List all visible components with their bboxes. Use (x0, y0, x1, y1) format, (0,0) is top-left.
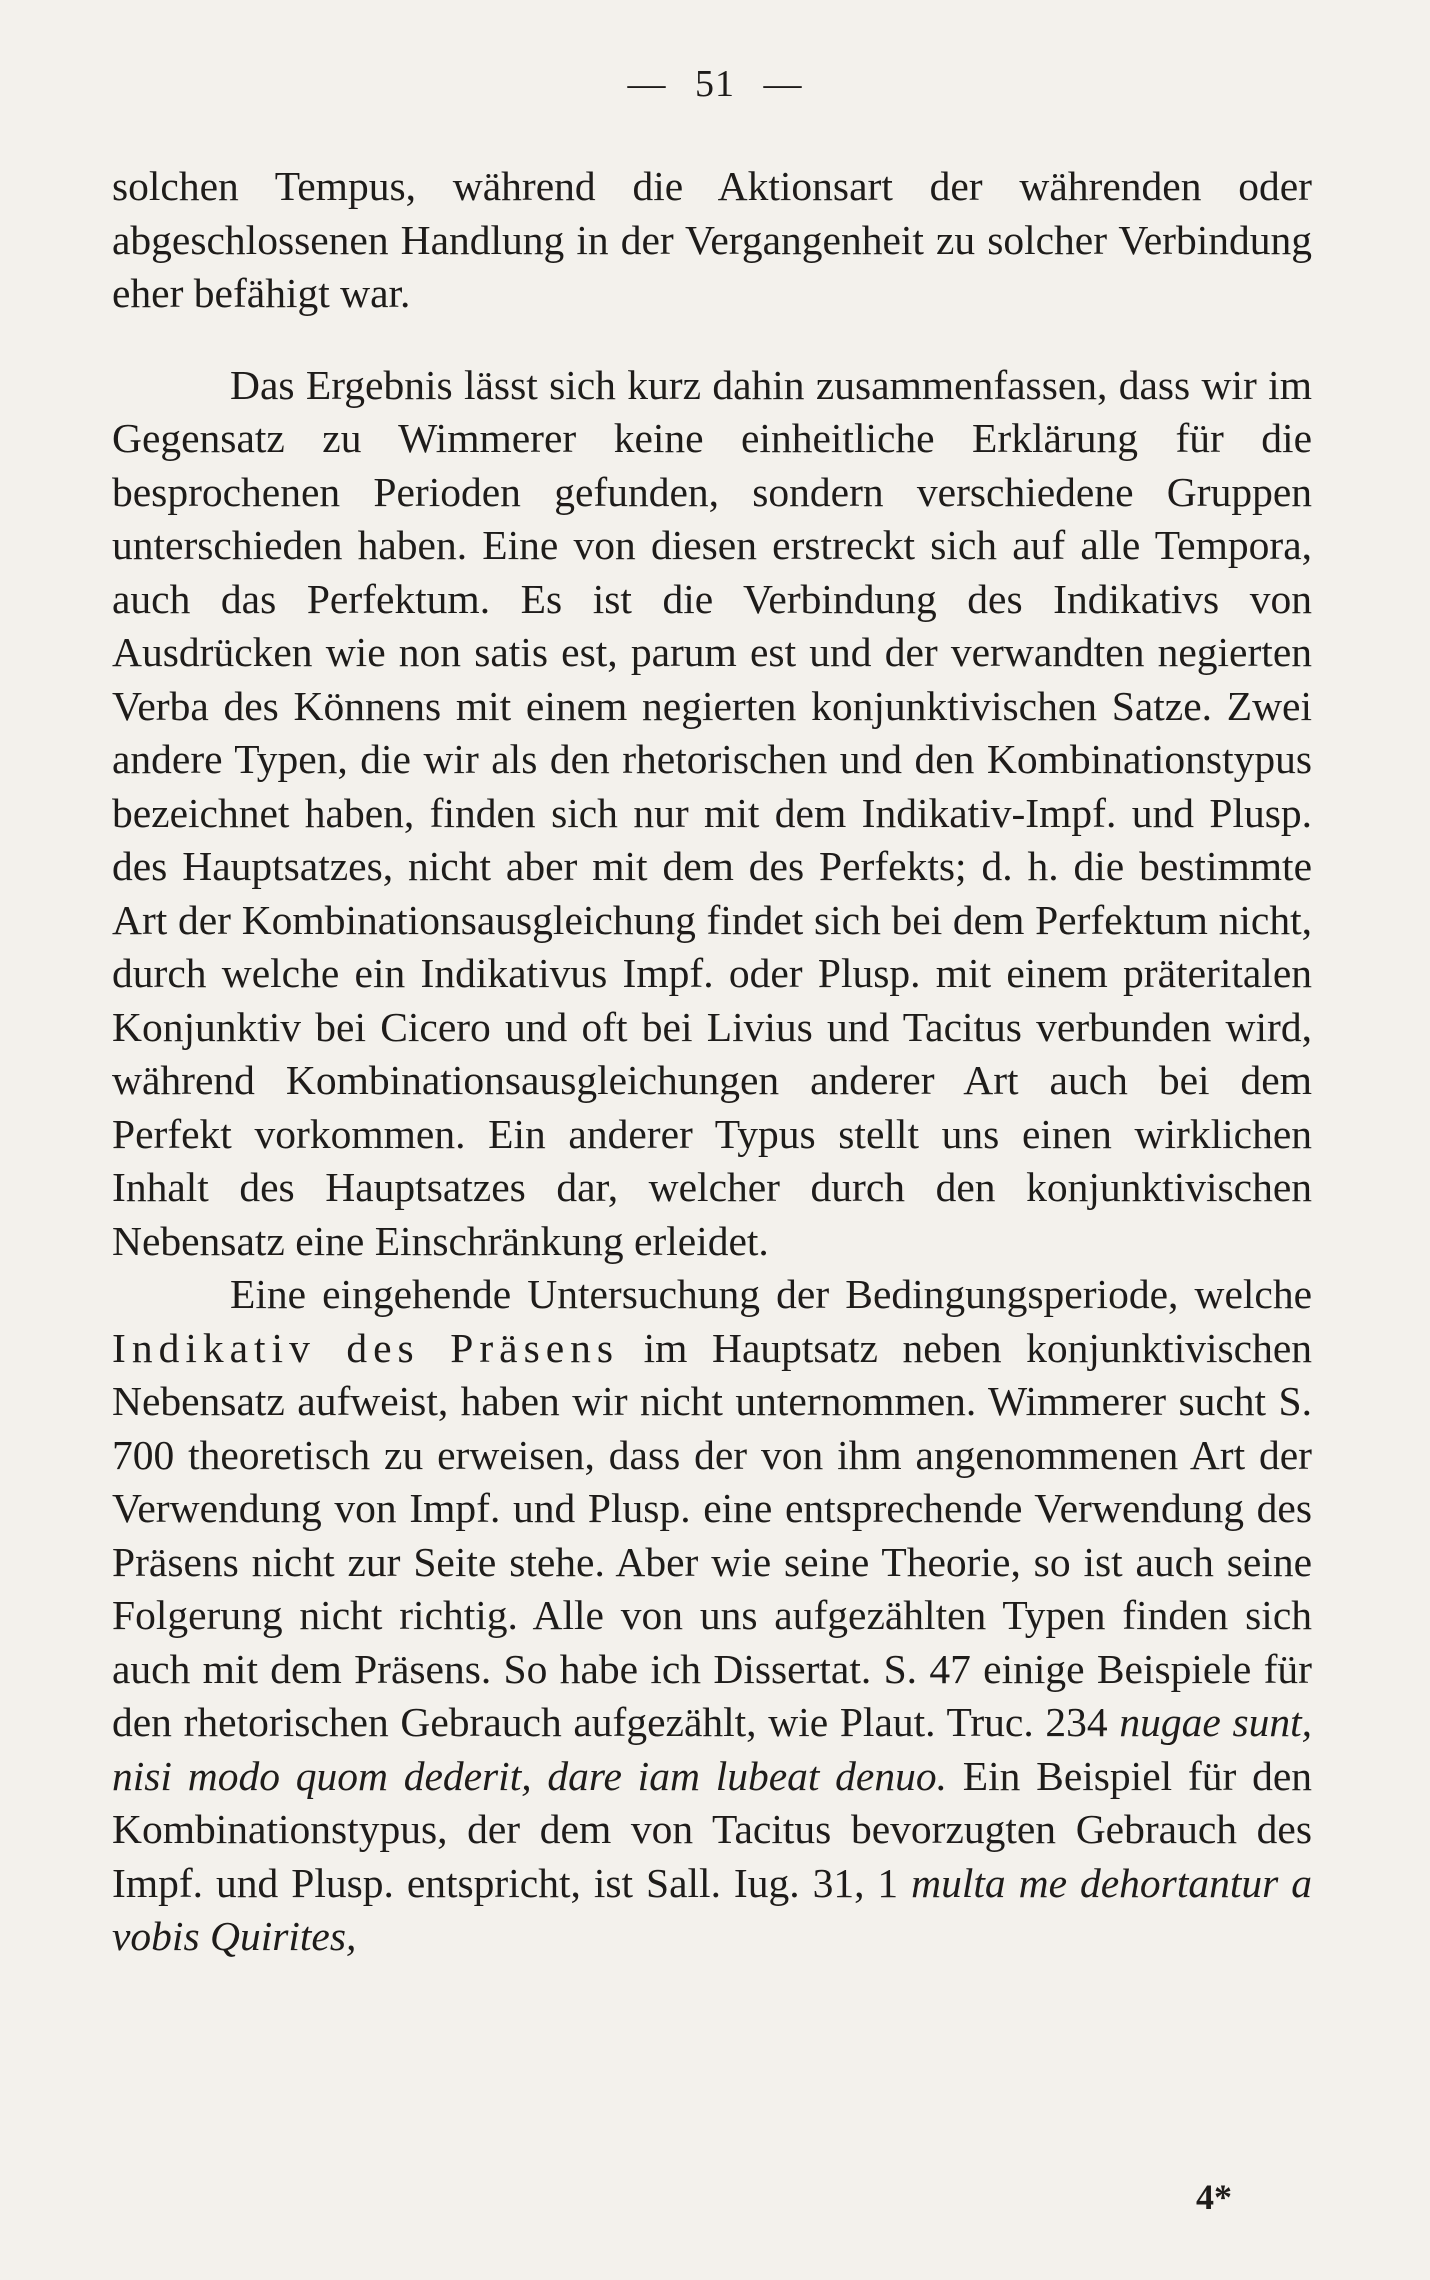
latin-quote: nugae sunt, nisi modo quom dederit, dare iam lubeat denuo. (112, 1699, 1313, 1799)
text-body (112, 160, 1312, 1964)
latin-quote: multa me dehortantur a vobis Quirites, (112, 1859, 1312, 1959)
paragraph-praesens (112, 1268, 1312, 1964)
spaced-emphasis: Indikativ des Präsens (112, 1324, 620, 1371)
signature-mark: 4* (1196, 2177, 1232, 2217)
paragraph-text: Eine eingehende Untersuchung der Bedingungsperiode, welche (230, 1271, 1312, 1317)
paragraph-continuation: solchen Tempus, während die Aktionsart der währenden oder abgeschlossenen Handlung in der Vergangenheit zu solcher Verbindung eher befähigt war. (112, 163, 1312, 316)
page-number: — 51 — (627, 63, 803, 105)
paragraph-text: im Hauptsatz neben konjunktivischen Nebensatz aufweist, haben wir nicht unternommen. Wimmerer sucht S. 700 theoretisch zu erweisen, dass der von ihm angenommenen Art der Verwendung von Impf. und Plusp. eine entsprechende Verwendung des Präsens nicht zur Seite stehe. Aber wie seine Theorie, so ist auch seine Folgerung nicht richtig. Alle von uns aufgezählten Typen finden sich auch mit dem Präsens. So habe ich Dissertat. S. 47 einige Beispiele für den rhetorischen Gebrauch aufgezählt, wie Plaut. Truc. 234 (112, 1324, 1312, 1745)
paragraph-text: Ein Beispiel für den Kombinationstypus, der dem von Tacitus bevorzugten Gebrauch des Impf. und Plusp. entspricht, ist Sall. Iug. 31, 1 (112, 1752, 1312, 1906)
paragraph-summary: Das Ergebnis lässt sich kurz dahin zusammenfassen, dass wir im Gegensatz zu Wimmerer keine einheitliche Erklärung für die besprochenen Perioden gefunden, sondern verschiedene Gruppen unterschieden haben. Eine von diesen erstreckt sich auf alle Tempora, auch das Perfektum. Es ist die Verbindung des Indikativs von Ausdrücken wie non satis est, parum est und der verwandten negierten Verba des Könnens mit einem negierten konjunktivischen Satze. Zwei andere Typen, die wir als den rhetorischen und den Kombinationstypus bezeichnet haben, finden sich nur mit dem Indikativ-Impf. und Plusp. des Hauptsatzes, nicht aber mit dem des Perfekts; d. h. die bestimmte Art der Kombinationsausgleichung findet sich bei dem Perfektum nicht, durch welche ein Indikativus Impf. oder Plusp. mit einem präteritalen Konjunktiv bei Cicero und oft bei Livius und Tacitus verbunden wird, während Kombinationsausgleichungen anderer Art auch bei dem Perfekt vorkommen. Ein anderer Typus stellt uns einen wirklichen Inhalt des Hauptsatzes dar, welcher durch den konjunktivischen Nebensatz eine Einschränkung erleidet. (112, 361, 1312, 1264)
